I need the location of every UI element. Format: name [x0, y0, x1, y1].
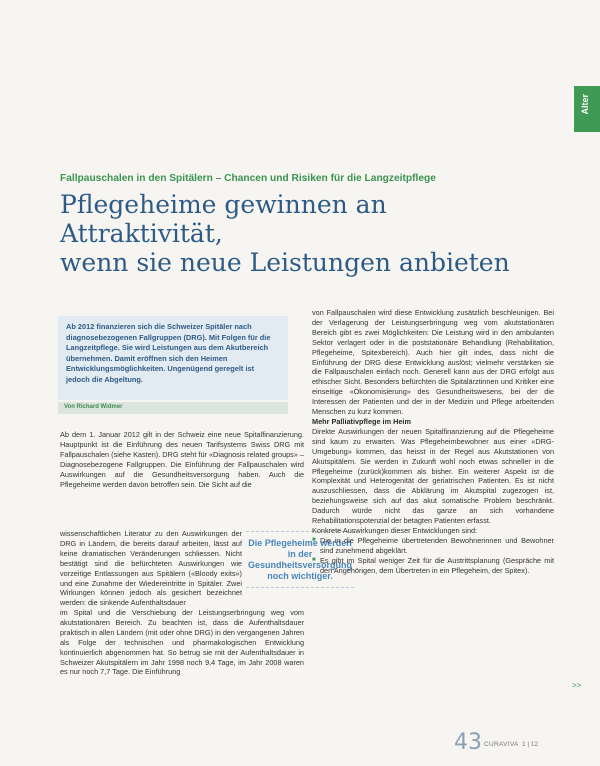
bullet-list	[312, 536, 554, 576]
kicker: Fallpauschalen in den Spitälern – Chancen und Risiken für die Langzeitpflege	[60, 173, 436, 184]
page-number: 43	[454, 730, 482, 755]
section-tab	[574, 86, 600, 132]
author-bar	[58, 402, 288, 414]
column-1-narrow	[60, 529, 242, 608]
headline-line-2: wenn sie neue Leistungen anbieten	[60, 248, 510, 277]
lead-box	[58, 316, 288, 400]
subheading: Mehr Palliativpflege im Heim	[312, 416, 411, 426]
list-item: ■ Es gibt im Spital weniger Zeit für die Austrittsplanung (Gespräche mit den Angehörigen, dem Übertreten in ein Pflegeheim, der Spitex).	[312, 556, 554, 576]
issue-number: 1 | 12	[522, 741, 539, 748]
paragraph: Konkrete Auswirkungen dieser Entwicklungen sind:	[312, 525, 478, 535]
paragraph: Ab dem 1. Januar 2012 gilt in der Schweiz eine neue Spitalfinanzierung. Hauptpunkt ist die Einführung des neuen Tarifsystems Swiss DRG mit Fallpauschalen (siehe Kasten). DRG steht für «Diagnosis related groups» – Diagnosebezogene Fallgruppen. Die Einführung der Fallpauschalen wird Auswirkungen auf die Gesundheitsversorgung haben. Auch die Pflegeheime werden davon betroffen sein. Die Sicht auf die	[60, 430, 304, 489]
paragraph: wissenschaftlichen Literatur zu den Auswirkungen der DRG in Ländern, die bereits darauf arbeiten, lässt auf keine dramatischen Veränderungen schliessen. Nicht bestätigt sind die befürchteten Auswirkungen wie vorzeitige Entlassungen aus Spitälern («Bloody exits») und eine Zunahme der Wiedereintritte in Spitäler. Zwei Wirkungen können jedoch als gesichert bezeichnet werden: die sinkende Aufenthaltsdauer	[60, 529, 242, 608]
section-tab-label: Alter	[580, 94, 590, 115]
pull-quote: Die Pflegeheime werden in der Gesundheitsversorgung noch wichtiger.	[246, 531, 354, 588]
author: Von Richard Widmer	[64, 404, 123, 410]
lead-text: Ab 2012 finanzieren sich die Schweizer Spitäler nach diagnosebezogenen Fallgruppen (DRG). Mit Folgen für die Langzeitpflege. Sie wird Leistungen aus dem Akutbereich übernehmen. Damit eröffnen sich den Heimen Entwicklungsmöglichkeiten. Ungenügend geregelt ist jedoch die Abgeltung.	[66, 322, 271, 384]
paragraph: von Fallpauschalen wird diese Entwicklung zusätzlich beschleunigen. Bei der Verlagerung der Leistungserbringung weg vom akutstationären Bereich gibt es zwei Möglichkeiten: Die Leistung wird in den ambulanten Sektor verlagert oder in die poststationäre Behandlung (Rehabilitation, Pflegeheime, Spitexbereich). Auch hier gilt indes, dass nicht die Einführung der DRG diese Entwicklung auslöst; vielmehr verstärken sie die Fallpauschalen einfach noch. Generell kann aus der DRG erfolgt aus ethischer Sicht. Besonders befürchten die Spitalärztinnen und Kritiker eine einseitige «Ökonomisierung» des Gesundheitswesens, bei der die Interessen der Patienten und der in der Medizin und Pflege arbeitenden Menschen zu kurz kommen.	[312, 308, 554, 417]
column-1-bottom	[60, 608, 304, 677]
column-2	[312, 308, 554, 575]
headline-line-1: Pflegeheime gewinnen an Attraktivität,	[60, 190, 387, 248]
magazine-name: CURAVIVA	[484, 741, 519, 748]
paragraph: im Spital und die Verschiebung der Leistungserbringung weg vom akutstationären Bereich. Zu beachten ist, dass die Aufenthaltsdauer praktisch in allen Ländern (mit oder ohne DRG) in den vergangenen Jahren als Folge der technischen und pharmakologischen Entwicklung kontinuierlich abgenommen hat. So betrug sie mit der Aufenthaltsdauer in Schweizer Akutspitälern im Jahr 1998 noch 9,4 Tage, im Jahr 2008 waren es nur noch 7,7 Tage. Die Einführung	[60, 608, 304, 677]
column-1-top	[60, 430, 304, 489]
continue-arrows: >>	[572, 681, 582, 690]
paragraph: Direkte Auswirkungen der neuen Spitalfinanzierung auf die Pflegeheime sind kaum zu erwarten. Was Pflegeheimbewohner aus einer «DRG-Umgebung» kommen, das heisst in der Regel aus Akutstationen von Akutspitälern. Sie werden in Zukunft wohl noch etwas schneller in die Pflegeheime (zurück)kommen als bisher. Ein weiterer Aspekt ist die Komplexität und Heterogenität der geriatrischen Patienten. Es ist nicht auszuschliessen, dass die Abklärung im Akutspital zugezogen ist, beziehungsweise sich auf das akut somatische Problem beschränkt. Dadurch würde nicht das ganze an sich vorhandene Rehabilitationspotenzial der betagten Patienten erfasst.	[312, 426, 554, 526]
headline	[60, 190, 540, 277]
list-item: ■ Die in die Pflegeheime übertretenden Bewohnerinnen und Bewohner sind zunehmend abgeklärt.	[312, 536, 554, 556]
